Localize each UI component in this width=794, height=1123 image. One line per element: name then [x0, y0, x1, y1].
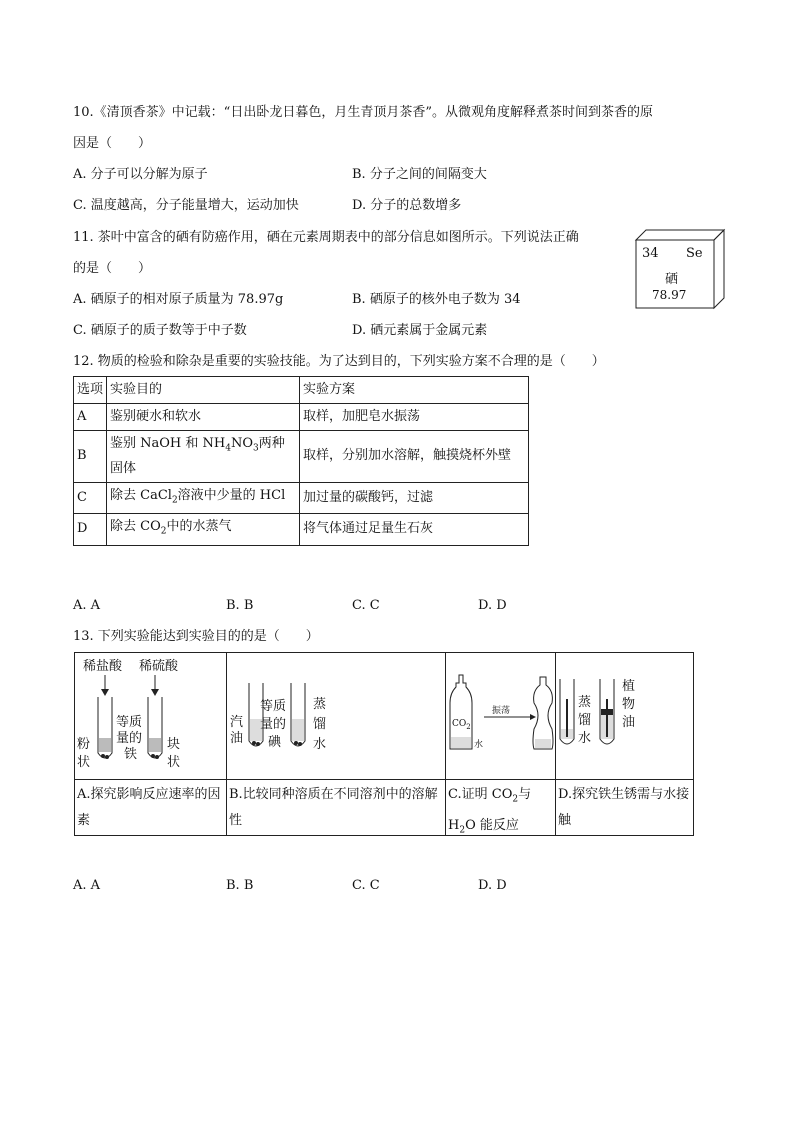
row-option: C [74, 482, 107, 514]
q10-option-c: C. 温度越高，分子能量增大，运动加快 [73, 198, 299, 213]
header-option: 选项 [74, 377, 107, 404]
caption-text: C.证明 CO [448, 787, 513, 802]
q10-stem-line1: 10.《清顶香茶》中记载：“日出卧龙日暮色，月生青顶月茶香”。从微观角度解释煮茶时间到茶香的原 [73, 105, 653, 120]
aim-sub: 2 [160, 526, 167, 537]
label-oil-2: 物 [622, 697, 636, 712]
q12-table [73, 376, 529, 546]
row-aim [107, 431, 300, 483]
row-option: A [74, 404, 107, 431]
label-amount: 量的 [116, 731, 143, 746]
element-atomic-number: 34 [642, 246, 659, 261]
label-h2so4: 稀硫酸 [139, 659, 179, 674]
q12-answer-b: B. B [226, 598, 254, 613]
row-aim [107, 514, 300, 546]
label-lump-2: 状 [167, 755, 181, 770]
q10-option-b: B. 分子之间的间隔变大 [352, 167, 487, 182]
row-plan: 取样，加肥皂水振荡 [300, 404, 529, 431]
caption-text: O 能反应 [465, 817, 519, 833]
q13-answer-c: C. C [352, 878, 380, 893]
row-aim: 鉴别硬水和软水 [107, 404, 300, 431]
label-amount: 量的 [260, 717, 287, 732]
aim-text: 鉴别 NaOH 和 NH [110, 436, 226, 451]
q12-answer-c: C. C [352, 598, 380, 613]
row-option: B [74, 431, 107, 483]
label-shake: 振荡 [492, 706, 511, 716]
label-water-3: 水 [578, 731, 592, 746]
table-row [74, 404, 529, 431]
q12-answer-a: A. A [73, 598, 101, 613]
q13-answer-b: B. B [226, 878, 254, 893]
header-plan: 实验方案 [300, 377, 529, 404]
q12-stem: 12. 物质的检验和除杂是重要的实验技能。为了达到目的，下列实验方案不合理的是（ ） [73, 354, 605, 369]
experiment-b [227, 653, 446, 835]
label-co2: $CO_2$ [452, 719, 471, 731]
label-hcl: 稀盐酸 [83, 659, 123, 674]
aim-text: 中的水蒸气 [166, 519, 232, 535]
row-plan: 将气体通过足量生石灰 [300, 514, 529, 546]
label-water-2: 馏 [313, 717, 327, 732]
label-oil-3: 油 [622, 715, 636, 730]
label-iodine: 碘 [268, 735, 282, 750]
table-row [74, 482, 529, 514]
aim-text: 溶液中少量的 HCl [177, 487, 286, 503]
row-plan: 加过量的碳酸钙，过滤 [300, 482, 529, 514]
table-row [74, 514, 529, 546]
q12-answer-d: D. D [478, 598, 507, 613]
label-lump-1: 块 [167, 737, 181, 752]
q13-experiment-grid [74, 652, 694, 836]
caption-text: 与 [518, 787, 532, 802]
aim-sub: 3 [253, 443, 259, 454]
row-option: D [74, 514, 107, 546]
q13-stem: 13. 下列实验能达到实验目的的是（ ） [73, 629, 319, 644]
q11-stem-line1: 11. 茶叶中富含的硒有防癌作用，硒在元素周期表中的部分信息如图所示。下列说法正确 [73, 230, 579, 245]
row-aim [107, 482, 300, 514]
q11-stem-line2: 的是（ ） [73, 261, 152, 276]
label-water-2: 馏 [578, 713, 592, 728]
aim-text: NO [230, 436, 254, 451]
caption-text: H [448, 817, 460, 833]
aim-text: 两种固体 [110, 436, 285, 476]
aim-text: 除去 CaCl [110, 487, 172, 503]
caption-c: C.证明 $CO_2$与 $H_2O$ 能反应 [446, 779, 555, 835]
caption-a: A.探究影响反应速率的因素 [75, 779, 226, 835]
label-iron: 铁 [124, 747, 138, 762]
experiment-a [75, 653, 227, 835]
q10-option-a: A. 分子可以分解为原子 [73, 167, 208, 182]
label-equal: 等质 [116, 715, 143, 730]
q13-answer-a: A. A [73, 878, 101, 893]
element-mass: 78.97 [652, 288, 687, 302]
label-water: 水 [474, 740, 484, 750]
label-water-3: 水 [313, 737, 327, 752]
experiment-d [556, 653, 693, 835]
q11-option-a: A. 硒原子的相对原子质量为 78.97g [73, 292, 284, 307]
header-aim: 实验目的 [107, 377, 300, 404]
q10-option-d: D. 分子的总数增多 [352, 198, 462, 213]
bottle-diagram [446, 653, 556, 779]
caption-b: B.比较同种溶质在不同溶剂中的溶解性 [227, 779, 445, 835]
q11-option-b: B. 硒原子的核外电子数为 34 [352, 292, 521, 307]
label-gasoline-2: 油 [230, 731, 244, 746]
aim-sub: 2 [171, 495, 178, 506]
table-header-row [74, 377, 529, 404]
label-oil-1: 植 [622, 679, 636, 694]
q11-option-d: D. 硒元素属于金属元素 [352, 323, 488, 338]
element-name: 硒 [665, 272, 679, 287]
label-water-1: 蒸 [313, 697, 327, 712]
label-gasoline-1: 汽 [230, 715, 244, 730]
experiment-c [446, 653, 556, 835]
selenium-element-cell [632, 226, 726, 310]
row-plan: 取样，分别加水溶解，触摸烧杯外壁 [300, 431, 529, 483]
table-row [74, 431, 529, 483]
label-powder-1: 粉 [77, 737, 91, 752]
q10-stem-line2: 因是（ ） [73, 136, 152, 151]
label-equal: 等质 [260, 699, 287, 714]
aim-text: 除去 CO [110, 519, 161, 535]
element-symbol: Se [686, 246, 703, 261]
q11-option-c: C. 硒原子的质子数等于中子数 [73, 323, 247, 338]
caption-d: D.探究铁生锈需与水接触 [556, 779, 693, 835]
aim-sub: 4 [225, 443, 231, 454]
label-powder-2: 状 [77, 755, 91, 770]
q13-answer-d: D. D [478, 878, 507, 893]
label-water-1: 蒸 [578, 695, 592, 710]
